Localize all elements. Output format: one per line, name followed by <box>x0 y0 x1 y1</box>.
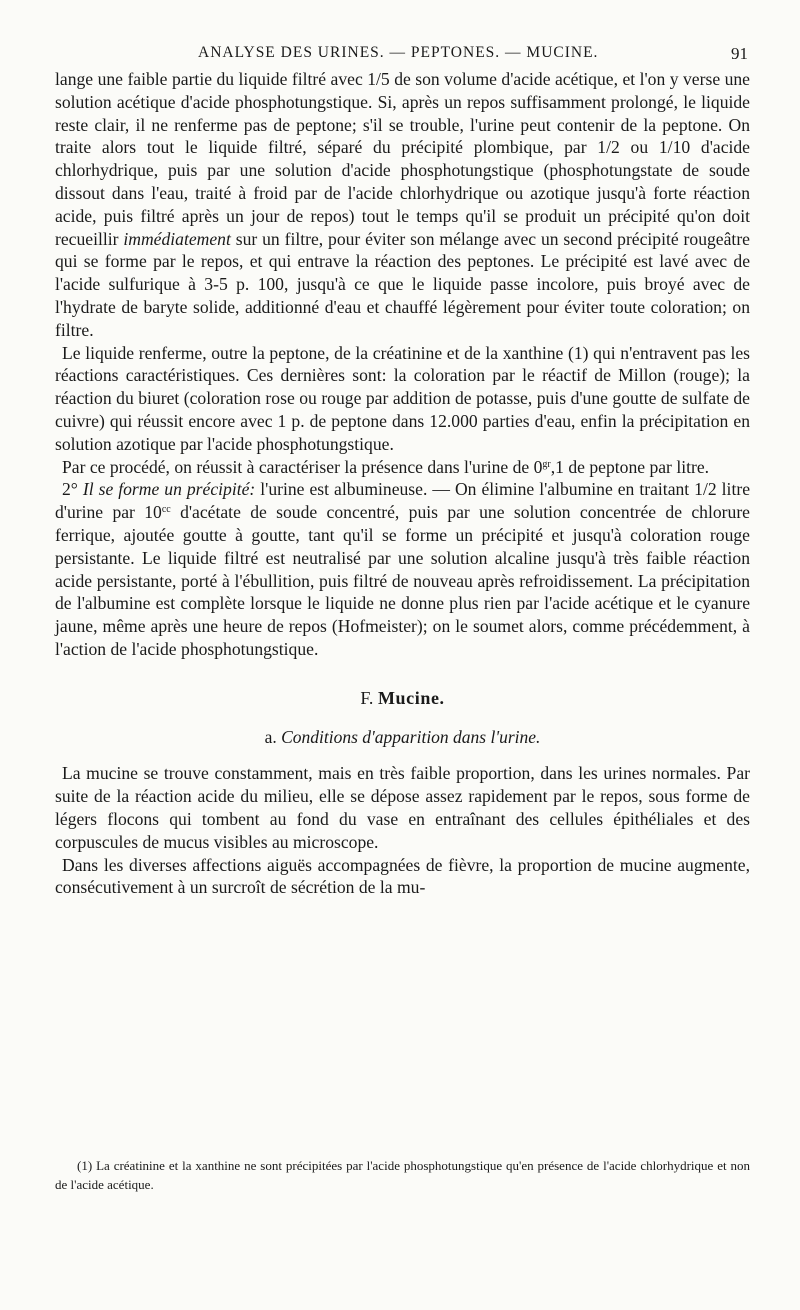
paragraph-4-number: 2° <box>62 479 83 500</box>
section-letter: F. <box>360 687 374 708</box>
paragraph-1-tail: sur un filtre, pour éviter son mélange avec un second précipité rougeâtre qui se forme par le repos, et qui entrave la réaction des peptones. Le précipité est lavé avec de l'acide sulfurique à 3-5 p. 100, jusqu'à ce que le liquide passe incolore, puis broyé avec de l'hydrate de baryte solide, additionné d'eau et chauffé légèrement pour éviter toute coloration; on filtre. <box>55 228 750 340</box>
footnote <box>55 1156 750 1194</box>
paragraph-3-tail: ,1 de peptone par litre. <box>550 456 710 477</box>
paragraph-4-text: l'urine est albumineuse. — On élimine l'albumine en traitant 1/2 litre d'urine par 10 <box>55 479 750 523</box>
paragraph-4-heading: Il se forme un précipité: <box>82 479 256 500</box>
paragraph-6: Dans les diverses affections aiguës accompagnées de fièvre, la proportion de mucine augmente, consécutivement à un surcroît de sécrétion de la mu- <box>55 854 750 898</box>
page-number: 91 <box>731 44 748 63</box>
paragraph-5: La mucine se trouve constamment, mais en très faible proportion, dans les urines normales. Par suite de la réaction acide du milieu, elle se dépose assez rapidement par le repos, sous forme de légers flocons qui tombent au fond du vase en entraînant des cellules épithéliales et des corpuscules de mucus visibles au microscope. <box>55 763 750 852</box>
book-page <box>55 38 750 1192</box>
footnote-text: (1) La créatinine et la xanthine ne sont précipitées par l'acide phosphotungstique qu'en présence de l'acide chlorhydrique et non de l'acide acétique. <box>55 1158 750 1192</box>
paragraph-1 <box>55 68 750 342</box>
section-title: Mucine. <box>377 687 445 708</box>
paragraph-3-text: Par ce procédé, on réussit à caractériser la présence dans l'urine de 0 <box>62 456 543 477</box>
subsection-title: Conditions d'apparition dans l'urine. <box>281 726 541 747</box>
paragraph-4 <box>55 478 750 660</box>
unit-superscript: gr <box>542 458 551 470</box>
paragraph-4-tail: d'acétate de soude concentré, puis par une solution concentrée de chlorure ferrique, ajoutée goutte à goutte, tant qu'il se forme un précipité et jusqu'à coloration rouge persistante. Le liquide filtré est neutralisé par une solution alcaline jusqu'à très faible réaction acide persistante, porté à l'ébullition, puis filtré de nouveau après refroidissement. La précipitation de l'albumine est complète lorsque le liquide ne donne plus rien par l'acide acétique et le cyanure jaune, même après une heure de repos (Hofmeister); on le soumet alors, comme précédemment, à l'action de l'acide phosphotungstique. <box>55 502 750 659</box>
running-title: ANALYSE DES URINES. — PEPTONES. — MUCINE. <box>198 44 599 61</box>
running-header <box>55 38 750 68</box>
unit-superscript: cc <box>161 504 171 516</box>
paragraph-1-text: lange une faible partie du liquide filtré avec 1/5 de son volume d'acide acétique, et l'on y verse une solution acétique d'acide phosphotungstique. Si, après un repos suffisamment prolongé, le liquide reste clair, il ne renferme pas de peptone; s'il se trouble, l'urine peut contenir de la peptone. On traite alors tout le liquide filtré, séparé du précipité plombique, par 1/2 ou 1/10 d'acide chlorhydrique, puis par une solution d'acide phosphotungstique (phosphotungstate de soude dissout dans l'eau, traité à froid par de l'acide chlorhydrique ou azotique jusqu'à forte réaction acide, puis filtré après un jour de repos) tout le temps qu'il se produit un précipité qu'on doit recueillir <box>55 69 750 249</box>
paragraph-2: Le liquide renferme, outre la peptone, de la créatinine et de la xanthine (1) qui n'entravent pas les réactions caractéristiques. Ces dernières sont: la coloration par le réactif de Millon (rouge); la réaction du biuret (coloration rose ou rouge par addition de potasse, puis d'une goutte de sulfate de cuivre) qui réussit encore avec 1 p. de peptone dans 12.000 parties d'eau, enfin la précipitation en solution azotique par l'acide phosphotungstique. <box>55 342 750 454</box>
subsection-letter: a. <box>264 726 277 747</box>
subsection-heading <box>55 726 750 749</box>
paragraph-3 <box>55 456 750 479</box>
main-text <box>55 68 750 899</box>
section-heading <box>55 687 750 710</box>
paragraph-1-emphasis: immédiatement <box>123 228 231 249</box>
